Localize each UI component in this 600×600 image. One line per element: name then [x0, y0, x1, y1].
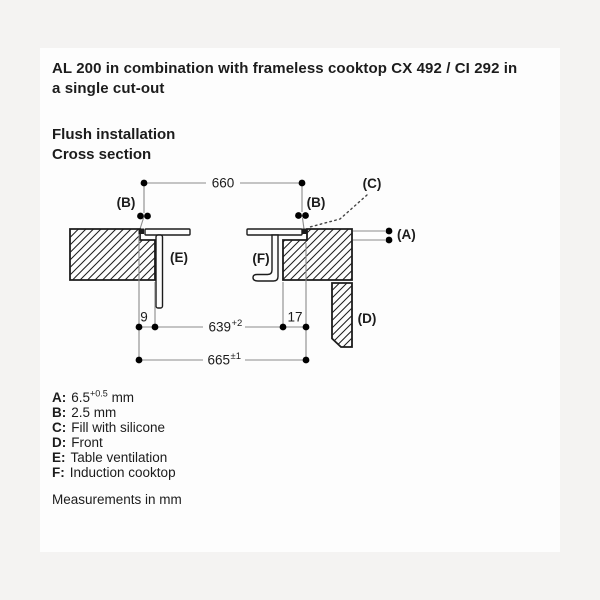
subtitle-line1: Flush installation: [52, 126, 176, 143]
legend-key-e: E:: [52, 450, 66, 465]
legend-value-c: Fill with silicone: [71, 420, 166, 435]
dim-665-tolerance: ±1: [230, 351, 241, 362]
dim-17-label: 17: [287, 309, 303, 325]
gap-b-point: [302, 212, 309, 219]
dim-639-label: 639: [208, 319, 231, 335]
callout-b-right: (B): [306, 195, 326, 210]
legend-value-a: $6.5^{+0.5}$ mm: [71, 388, 135, 405]
dimension-point: [303, 357, 310, 364]
callout-d: (D): [357, 311, 377, 326]
page-title-line2: a single cut-out: [52, 79, 165, 97]
legend-value-d: Front: [71, 435, 103, 450]
legend-value-b: 2.5 mm: [71, 405, 117, 420]
dimension-point: [280, 324, 287, 331]
legend-value-f: Induction cooktop: [69, 465, 176, 480]
table-ventilation-duct: [156, 235, 163, 308]
silicone-joint-right: [302, 229, 308, 235]
subtitle-line2: Cross section: [52, 145, 152, 163]
legend-item-c: [52, 420, 176, 435]
dimension-point: [152, 324, 159, 331]
legend-item-b: [52, 405, 176, 420]
gap-b-point: [137, 213, 144, 220]
gap-b-point: [144, 213, 151, 220]
dimension-point: [386, 237, 393, 244]
dimension-extension-lines: [139, 234, 306, 360]
legend-key-c: C:: [52, 420, 67, 435]
gap-b-point: [295, 212, 302, 219]
legend-key-d: D:: [52, 435, 67, 450]
legend-key-a: A:: [52, 390, 67, 405]
dimension-point: [136, 357, 143, 364]
dimension-point: [141, 180, 148, 187]
legend-key-b: B:: [52, 405, 67, 420]
callout-c: (C): [362, 176, 382, 191]
legend-item-e: [52, 450, 176, 465]
legend-item-d: [52, 435, 176, 450]
dim-9-label: 9: [140, 309, 148, 325]
legend-key-f: F:: [52, 465, 65, 480]
measurements-note: Measurements in mm: [52, 492, 182, 507]
legend: [52, 390, 176, 480]
dimension-point: [386, 228, 393, 235]
dimension-point: [136, 324, 143, 331]
dimension-a-lines: [353, 231, 385, 240]
table-ventilation-glass: [145, 229, 190, 235]
callout-a: (A): [397, 227, 416, 242]
legend-item-a: [52, 390, 176, 405]
callout-b-left: (B): [116, 195, 136, 210]
legend-item-f: [52, 465, 176, 480]
induction-cooktop-glass: [247, 229, 302, 235]
countertop-right-section: [283, 229, 352, 280]
silicone-joint-left: [139, 229, 145, 235]
dimension-point: [299, 180, 306, 187]
legend-value-e: Table ventilation: [70, 450, 168, 465]
dim-665-label: 665: [207, 352, 230, 368]
dimension-point: [303, 324, 310, 331]
dim-639-tolerance: +2: [231, 318, 243, 329]
countertop-left-section: [70, 229, 155, 280]
callout-f: (F): [252, 251, 270, 266]
page-title-line1: AL 200 in combination with frameless cooktop CX 492 / CI 292 in: [52, 60, 518, 77]
dim-660-label: 660: [211, 175, 235, 191]
callout-e: (E): [170, 250, 188, 265]
front-panel: [332, 283, 352, 347]
